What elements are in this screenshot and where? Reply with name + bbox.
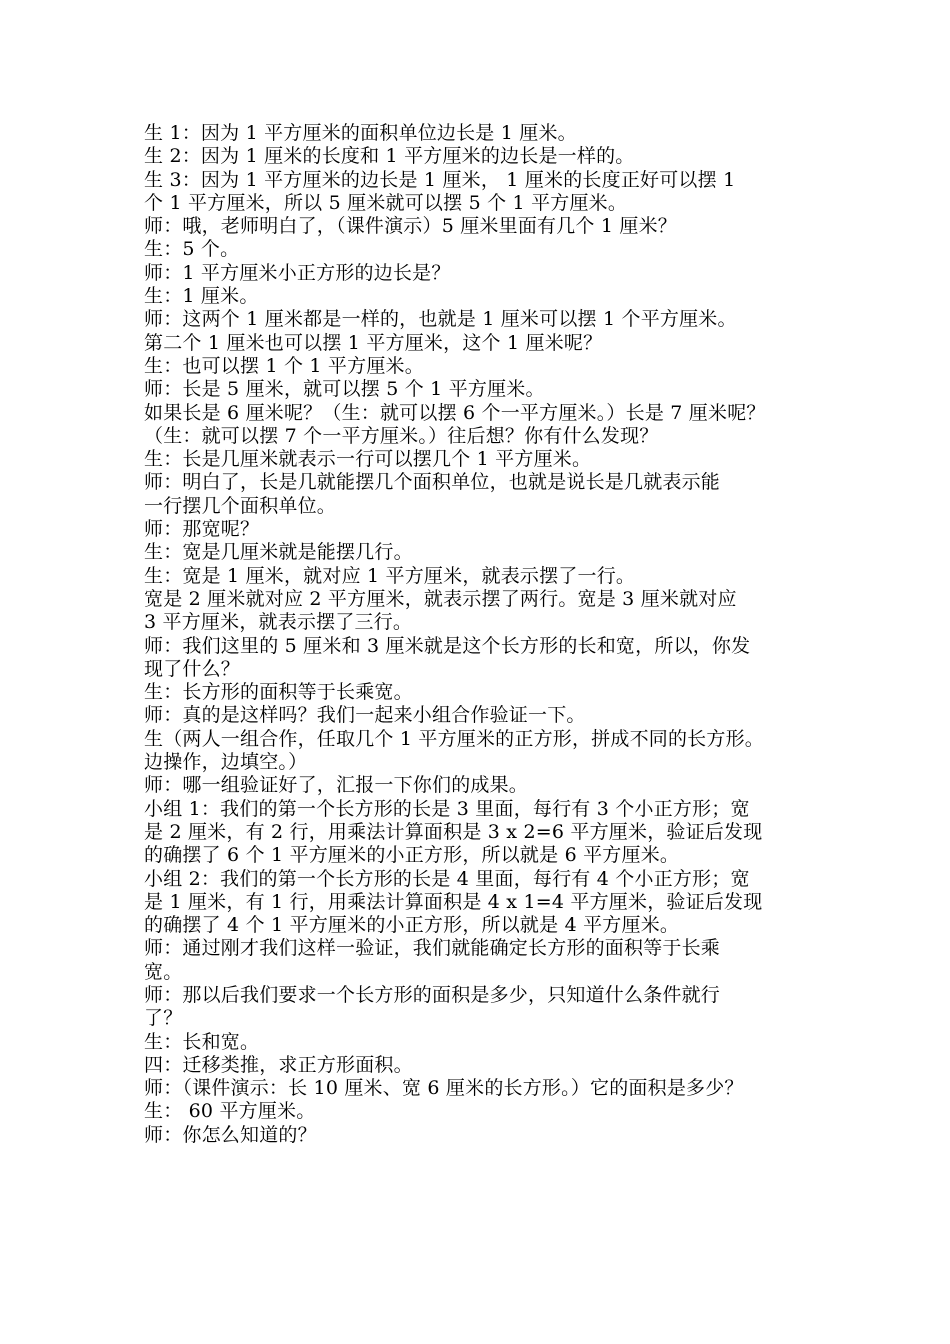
document-body [144, 122, 824, 1147]
text-line: 一行摆几个面积单位。 [144, 494, 337, 517]
text-line: 生 2：因为 1 厘米的长度和 1 平方厘米的边长是一样的。 [144, 145, 635, 168]
text-line: 师：这两个 1 厘米都是一样的，也就是 1 厘米可以摆 1 个平方厘米。 [144, 308, 737, 331]
text-line: 的确摆了 4 个 1 平方厘米的小正方形，所以就是 4 平方厘米。 [144, 914, 680, 937]
text-line: 了？ [144, 1007, 183, 1030]
text-line: 宽是 2 厘米就对应 2 平方厘米，就表示摆了两行。宽是 3 厘米就对应 [144, 587, 737, 610]
text-line: 师：我们这里的 5 厘米和 3 厘米就是这个长方形的长和宽，所以，你发 [144, 634, 751, 657]
text-line: 的确摆了 6 个 1 平方厘米的小正方形，所以就是 6 平方厘米。 [144, 844, 680, 867]
text-line: 师：哦，老师明白了，（课件演示）5 厘米里面有几个 1 厘米？ [144, 215, 677, 238]
text-line: 生：5 个。 [144, 238, 240, 261]
text-line: 生：1 厘米。 [144, 285, 259, 308]
text-line: 四：迁移类推，求正方形面积。 [144, 1053, 413, 1076]
text-line: 宽。 [144, 960, 183, 983]
text-line: 生 1：因为 1 平方厘米的面积单位边长是 1 厘米。 [144, 122, 577, 144]
text-line: 师：通过刚才我们这样一验证，我们就能确定长方形的面积等于长乘 [144, 937, 721, 960]
text-line: 师：你怎么知道的？ [144, 1123, 317, 1146]
text-line: 师：那以后我们要求一个长方形的面积是多少，只知道什么条件就行 [144, 983, 721, 1006]
text-line: 小组 2：我们的第一个长方形的长是 4 里面，每行有 4 个小正方形；宽 [144, 867, 750, 890]
text-line: 生：长是几厘米就表示一行可以摆几个 1 平方厘米。 [144, 448, 592, 471]
text-line: 小组 1：我们的第一个长方形的长是 3 里面，每行有 3 个小正方形；宽 [144, 797, 750, 820]
text-line: 生（两人一组合作，任取几个 1 平方厘米的正方形，拼成不同的长方形。 [144, 727, 764, 750]
text-line: 生：长和宽。 [144, 1030, 260, 1053]
text-line: 生： 60 平方厘米。 [144, 1100, 316, 1123]
text-line: （生：就可以摆 7 个一平方厘米。）往后想？你有什么发现？ [144, 424, 659, 447]
text-line: 师：长是 5 厘米，就可以摆 5 个 1 平方厘米。 [144, 378, 545, 401]
text-line: 个 1 平方厘米，所以 5 厘米就可以摆 5 个 1 平方厘米。 [144, 191, 628, 214]
text-line: 师：1 平方厘米小正方形的边长是？ [144, 261, 451, 284]
text-line: 生：宽是几厘米就是能摆几行。 [144, 541, 413, 564]
text-line: 师：明白了，长是几就能摆几个面积单位，也就是说长是几就表示能 [144, 471, 721, 494]
text-line: 生：宽是 1 厘米，就对应 1 平方厘米，就表示摆了一行。 [144, 564, 636, 587]
text-line: 生：长方形的面积等于长乘宽。 [144, 681, 413, 704]
text-line: 师：真的是这样吗？我们一起来小组合作验证一下。 [144, 704, 586, 727]
text-line: 第二个 1 厘米也可以摆 1 平方厘米，这个 1 厘米呢？ [144, 331, 603, 354]
text-line: 是 1 厘米，有 1 行，用乘法计算面积是 4 x 1=4 平方厘米，验证后发现 [144, 890, 763, 913]
text-line: 现了什么？ [144, 657, 241, 680]
text-line: 3 平方厘米，就表示摆了三行。 [144, 611, 413, 634]
text-line: 师：（课件演示：长 10 厘米、宽 6 厘米的长方形。）它的面积是多少？ [144, 1077, 744, 1100]
text-line: 生：也可以摆 1 个 1 平方厘米。 [144, 354, 424, 377]
text-line: 师：哪一组验证好了，汇报一下你们的成果。 [144, 774, 529, 797]
text-line: 师：那宽呢？ [144, 518, 260, 541]
text-line: 如果长是 6 厘米呢？（生：就可以摆 6 个一平方厘米。）长是 7 厘米呢？ [144, 401, 766, 424]
text-line: 生 3：因为 1 平方厘米的边长是 1 厘米， 1 厘米的长度正好可以摆 1 [144, 168, 736, 191]
text-line: 边操作，边填空。） [144, 751, 308, 774]
text-line: 是 2 厘米，有 2 行，用乘法计算面积是 3 x 2=6 平方厘米，验证后发现 [144, 820, 763, 843]
